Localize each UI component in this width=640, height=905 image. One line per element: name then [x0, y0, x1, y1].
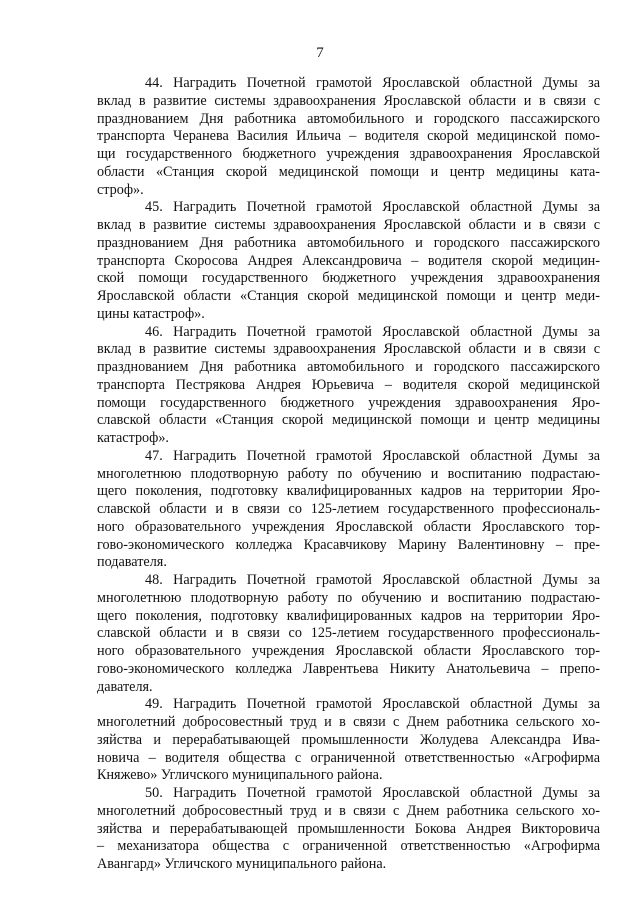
paragraph-line: новича – водителя общества с ограниченной ответственностью «Агрофирма [97, 749, 600, 766]
paragraph-line: области «Станция скорой медицинской помощи и центр медицины ката- [97, 163, 600, 180]
paragraph-line: вклад в развитие системы здравоохранения Ярославской области и в связи с [97, 92, 600, 109]
paragraph-45 [97, 199, 600, 323]
paragraph-line: щего поколения, подготовку квалифицированных кадров на территории Яро- [97, 607, 600, 624]
paragraph-line: Княжево» Угличского муниципального района. [97, 767, 383, 784]
paragraph-line: давателя. [97, 678, 153, 695]
paragraph-line: празднованием Дня работника автомобильного и городского пассажирского [97, 359, 600, 375]
paragraph-line: гово-экономического колледжа Лаврентьева Никиту Анатольевича – препо- [97, 660, 600, 677]
paragraph-line: ного образовательного учреждения Ярославской области Ярославского тор- [97, 518, 600, 535]
paragraph-50 [97, 785, 600, 874]
paragraph-line: 50. Наградить Почетной грамотой Ярославской областной Думы за [145, 785, 600, 801]
paragraph-line: 46. Наградить Почетной грамотой Ярославской областной Думы за [145, 323, 600, 340]
paragraph-line: многолетнюю плодотворную работу по обучению и воспитанию подрастаю- [97, 465, 600, 482]
paragraph-line: – механизатора общества с ограниченной ответственностью «Агрофирма [97, 838, 600, 855]
paragraph-line: славской области и в связи со 125-летием государственного профессиональ- [97, 501, 600, 517]
paragraph-line: вклад в развитие системы здравоохранения Ярославской области и в связи с [97, 341, 600, 358]
paragraph-line: многолетний добросовестный труд и в связи с Днем работника сельского хо- [97, 802, 600, 819]
paragraph-line: славской области и в связи со 125-летием государственного профессиональ- [97, 625, 600, 642]
paragraph-46 [97, 324, 600, 448]
document-body [97, 75, 600, 874]
paragraph-line: 48. Наградить Почетной грамотой Ярославской областной Думы за [145, 572, 600, 588]
paragraph-line: транспорта Пестрякова Андрея Юрьевича – водителя скорой медицинской [97, 376, 600, 393]
paragraph-line: 45. Наградить Почетной грамотой Ярославской областной Думы за [145, 199, 600, 216]
paragraph-line: ного образовательного учреждения Ярославской области Ярославского тор- [97, 643, 600, 659]
paragraph-line: помощи государственного бюджетного учреждения здравоохранения Яро- [97, 394, 600, 411]
paragraph-line: гово-экономического колледжа Красавчикову Марину Валентиновну – пре- [97, 536, 600, 553]
paragraph-line: катастроф». [97, 430, 169, 446]
paragraph-line: зяйства и перерабатывающей промышленности Жолудева Александра Ива- [97, 731, 600, 748]
paragraph-line: Авангард» Угличского муниципального района. [97, 856, 387, 872]
paragraph-line: вклад в развитие системы здравоохранения Ярославской области и в связи с [97, 217, 600, 233]
paragraph-47 [97, 448, 600, 572]
paragraph-48 [97, 572, 600, 696]
paragraph-line: многолетний добросовестный труд и в связи с Днем работника сельского хо- [97, 714, 600, 730]
paragraph-line: транспорта Черанева Василия Ильича – водителя скорой медицинской помо- [97, 128, 600, 145]
paragraph-line: транспорта Скоросова Андрея Александровича – водителя скорой медицин- [97, 252, 600, 269]
paragraph-line: строф». [97, 181, 144, 198]
paragraph-line: 44. Наградить Почетной грамотой Ярославской областной Думы за [145, 75, 600, 91]
paragraph-line: щи государственного бюджетного учреждения здравоохранения Ярославской [97, 146, 600, 162]
paragraph-49 [97, 696, 600, 785]
paragraph-line: славской области «Станция скорой медицинской помощи и центр медицины [97, 412, 600, 429]
page-number: 7 [316, 45, 324, 61]
paragraph-line: празднованием Дня работника автомобильного и городского пассажирского [97, 110, 600, 127]
paragraph-line: Ярославской области «Станция скорой медицинской помощи и центр меди- [97, 288, 600, 304]
paragraph-line: 49. Наградить Почетной грамотой Ярославской областной Думы за [145, 696, 600, 713]
paragraph-44 [97, 75, 600, 199]
paragraph-line: подавателя. [97, 554, 167, 571]
paragraph-line: щего поколения, подготовку квалифицированных кадров на территории Яро- [97, 483, 600, 500]
paragraph-line: многолетнюю плодотворную работу по обучению и воспитанию подрастаю- [97, 589, 600, 606]
paragraph-line: 47. Наградить Почетной грамотой Ярославской областной Думы за [145, 447, 600, 464]
paragraph-line: зяйства и перерабатывающей промышленности Бокова Андрея Викторовича [97, 820, 600, 837]
paragraph-line: цины катастроф». [97, 305, 205, 322]
paragraph-line: празднованием Дня работника автомобильного и городского пассажирского [97, 234, 600, 251]
paragraph-line: ской помощи государственного бюджетного учреждения здравоохранения [97, 270, 600, 287]
